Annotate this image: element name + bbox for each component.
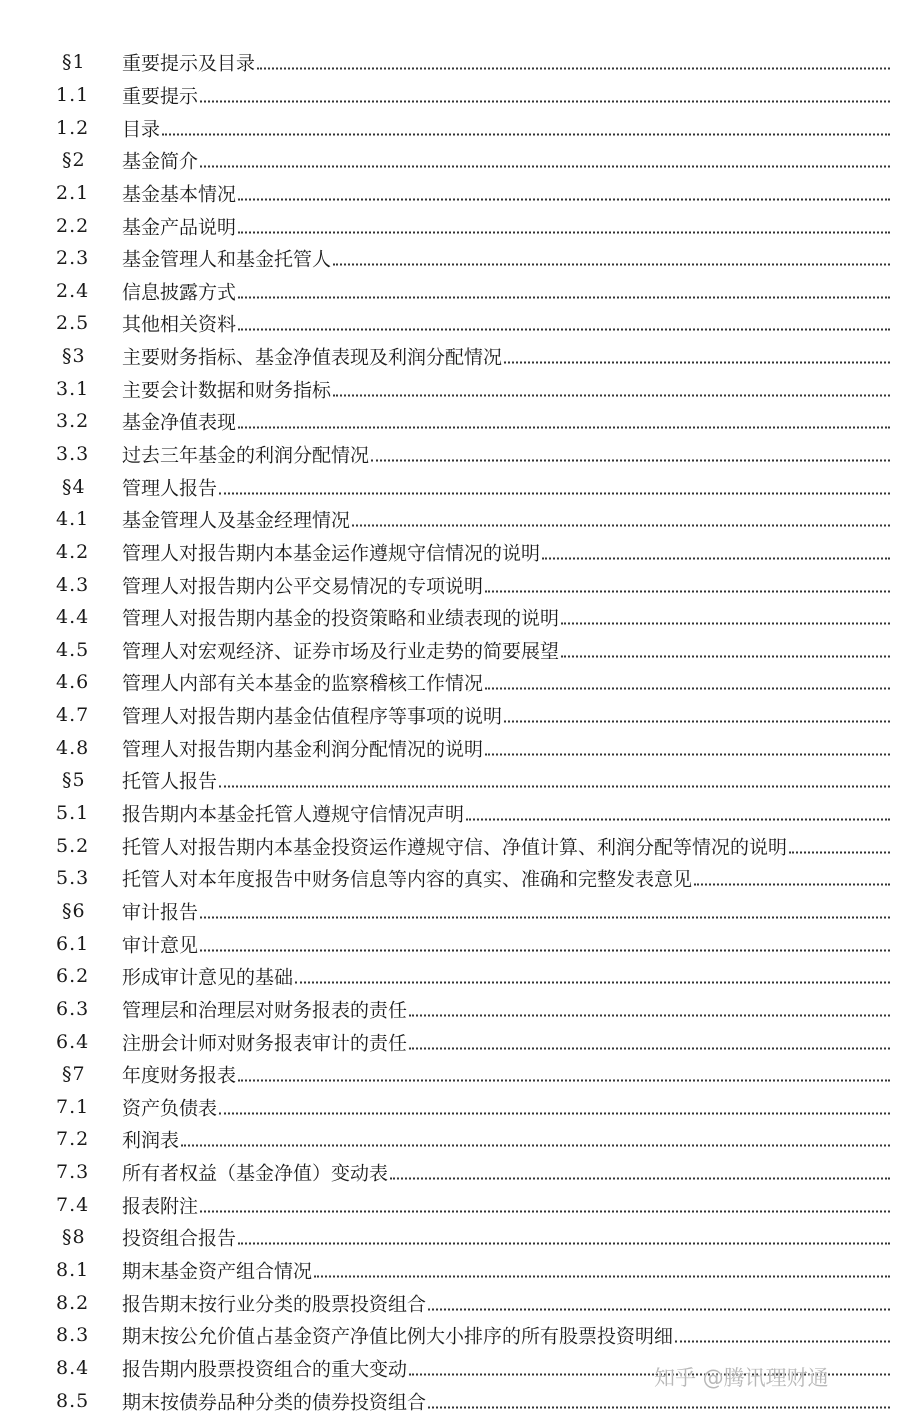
toc-entry-row[interactable] [0, 242, 898, 275]
toc-entry-number: 4.6 [56, 671, 90, 694]
dot-leader [504, 361, 890, 364]
toc-entry-row[interactable] [0, 1254, 898, 1287]
toc-entry-title-text: 管理人报告 [122, 473, 219, 500]
toc-entry-number: §7 [62, 1063, 86, 1086]
toc-entry-row[interactable] [0, 1091, 898, 1124]
dot-leader [200, 1209, 890, 1212]
toc-entry-title-text: 基金简介 [122, 147, 200, 174]
toc-entry-number: 1.2 [56, 116, 90, 139]
dot-leader [238, 230, 890, 233]
dot-leader [238, 328, 890, 331]
toc-entry-title-text: 信息披露方式 [122, 277, 238, 304]
toc-entry-title [122, 1159, 890, 1186]
toc-entry-title [122, 604, 890, 631]
toc-entry-number: §4 [62, 475, 86, 498]
dot-leader [485, 752, 890, 755]
toc-entry-title [122, 277, 890, 304]
dot-leader [238, 1079, 890, 1082]
toc-entry-row[interactable] [0, 1188, 898, 1221]
dot-leader [542, 556, 890, 559]
toc-entry-title-text: 主要会计数据和财务指标 [122, 375, 333, 402]
toc-entry-row[interactable] [0, 536, 898, 569]
toc-entry-number: 6.1 [56, 932, 90, 955]
toc-entry-row[interactable] [0, 503, 898, 536]
toc-entry-title-text: 管理人对报告期内基金估值程序等事项的说明 [122, 702, 504, 729]
dot-leader [162, 132, 890, 135]
toc-entry-title-text: 期末按债券品种分类的债券投资组合 [122, 1387, 428, 1414]
toc-entry-row[interactable] [0, 372, 898, 405]
toc-entry-number: 4.3 [56, 573, 90, 596]
toc-entry-number: 2.3 [56, 247, 90, 270]
toc-entry-number: 4.5 [56, 638, 90, 661]
toc-entry-title [122, 81, 890, 108]
dot-leader [333, 393, 890, 396]
dot-leader [238, 1242, 890, 1245]
toc-entry-number: 3.2 [56, 410, 90, 433]
toc-entry-row[interactable] [0, 307, 898, 340]
toc-entry-title [122, 734, 890, 761]
toc-entry-row[interactable] [0, 960, 898, 993]
toc-entry-number: 4.8 [56, 736, 90, 759]
toc-entry-title-text: 托管人对本年度报告中财务信息等内容的真实、准确和完整发表意见 [122, 865, 694, 892]
toc-section-row[interactable] [0, 470, 898, 503]
toc-entry-title-text: 管理人对报告期内本基金运作遵规守信情况的说明 [122, 538, 542, 565]
toc-entry-number: §6 [62, 899, 86, 922]
toc-entry-number: 3.3 [56, 443, 90, 465]
toc-entry-row[interactable] [0, 1156, 898, 1189]
toc-entry-number: 8.1 [56, 1259, 90, 1282]
watermark: 知乎 @腾讯理财通 [654, 1366, 829, 1390]
toc-entry-title-text: 管理人对报告期内公平交易情况的专项说明 [122, 571, 485, 598]
toc-entry-row[interactable] [0, 568, 898, 601]
dot-leader [789, 850, 890, 853]
toc-entry-title-text: 基金管理人和基金托管人 [122, 245, 333, 272]
toc-entry-title-text: 年度财务报表 [122, 1061, 238, 1088]
toc-entry-row[interactable] [0, 111, 898, 144]
dot-leader [200, 165, 890, 168]
toc-section-row[interactable] [0, 1221, 898, 1254]
toc-entry-title [122, 1093, 890, 1120]
toc-entry-number: 2.4 [56, 279, 90, 302]
toc-entry-number: §8 [62, 1226, 86, 1249]
toc-entry-number: 2.5 [56, 312, 90, 335]
toc-entry-number: 5.2 [56, 834, 90, 857]
toc-entry-number: 5.1 [56, 802, 90, 825]
toc-entry-title-text: 审计报告 [122, 897, 200, 924]
toc-entry-title [122, 1191, 890, 1218]
toc-entry-title-text: 报告期内本基金托管人遵规守信情况声明 [122, 800, 466, 827]
dot-leader [257, 67, 890, 70]
dot-leader [200, 915, 890, 918]
dot-leader [409, 1046, 890, 1049]
toc-entry-title-text: 基金基本情况 [122, 179, 238, 206]
toc-entry-title-text: 形成审计意见的基础 [122, 963, 295, 990]
toc-entry-number: 3.1 [56, 377, 90, 400]
toc-entry-title [122, 179, 890, 206]
toc-entry-row[interactable] [0, 209, 898, 242]
toc-section-row[interactable] [0, 46, 898, 79]
toc-entry-title [122, 506, 890, 533]
toc-entry-title [122, 963, 890, 990]
toc-entry-title [122, 832, 890, 859]
toc-entry-row[interactable] [0, 274, 898, 307]
toc-entry-number: 6.2 [56, 965, 90, 988]
toc-entry-title-text: 重要提示及目录 [122, 49, 257, 76]
toc-entry-title-text: 基金净值表现 [122, 408, 238, 435]
dot-leader [238, 426, 890, 429]
toc-section-row[interactable] [0, 895, 898, 928]
toc-entry-title [122, 343, 890, 370]
dot-leader [371, 459, 890, 462]
dot-leader [333, 263, 890, 266]
toc-entry-title [122, 767, 890, 794]
toc-entry-title [122, 669, 890, 696]
toc-entry-title [122, 571, 890, 598]
toc-entry-title-text: 管理人对报告期内基金利润分配情况的说明 [122, 734, 485, 761]
toc-entry-number: 4.7 [56, 704, 90, 727]
dot-leader [181, 1144, 890, 1147]
toc-entry-title-text: 报告期末按行业分类的股票投资组合 [122, 1289, 428, 1316]
toc-entry-row[interactable] [0, 993, 898, 1026]
toc-section-row[interactable] [0, 144, 898, 177]
toc-entry-row[interactable] [0, 1319, 898, 1352]
toc-entry-title [122, 702, 890, 729]
toc-entry-title [122, 1322, 890, 1349]
toc-entry-number: §3 [62, 345, 86, 368]
dot-leader [352, 524, 890, 527]
toc-entry-number: §1 [62, 51, 86, 74]
dot-leader [219, 785, 890, 788]
toc-entry-title [122, 114, 890, 141]
toc-entry-title [122, 800, 890, 827]
toc-entry-title-text: 资产负债表 [122, 1093, 219, 1120]
toc-entry-row[interactable] [0, 927, 898, 960]
dot-leader [295, 981, 890, 984]
toc-entry-title-text: 管理人对宏观经济、证券市场及行业走势的简要展望 [122, 636, 561, 663]
toc-section-row[interactable] [0, 1058, 898, 1091]
toc-entry-number: §5 [62, 769, 86, 792]
toc-entry-row[interactable] [0, 79, 898, 112]
toc-entry-title [122, 995, 890, 1022]
toc-entry-number: 8.4 [56, 1356, 90, 1379]
dot-leader [466, 818, 890, 821]
toc-entry-number: 8.3 [56, 1324, 90, 1347]
toc-entry-number: 2.2 [56, 214, 90, 237]
toc-entry-number: 4.1 [56, 508, 90, 531]
toc-entry-title-text: 所有者权益（基金净值）变动表 [122, 1159, 390, 1186]
toc-entry-number: 7.2 [56, 1128, 90, 1151]
toc-entry-title [122, 408, 890, 435]
dot-leader [238, 197, 890, 200]
toc-entry-title-text: 利润表 [122, 1126, 181, 1153]
dot-leader [485, 589, 890, 592]
toc-entry-title-text: 过去三年基金的利润分配情况 [122, 441, 371, 468]
toc-entry-title-text: 管理人内部有关本基金的监察稽核工作情况 [122, 669, 485, 696]
toc-entry-title [122, 1257, 890, 1284]
toc-entry-title [122, 212, 890, 239]
dot-leader [485, 687, 890, 690]
toc-entry-title [122, 1289, 890, 1316]
dot-leader [675, 1340, 890, 1343]
toc-entry-number: 7.1 [56, 1095, 90, 1118]
toc-entry-title [122, 49, 890, 76]
dot-leader [428, 1405, 890, 1408]
toc-entry-row[interactable] [0, 699, 898, 732]
toc-entry-title-text: 托管人报告 [122, 767, 219, 794]
toc-entry-number: 1.1 [56, 83, 90, 106]
toc-entry-title [122, 1126, 890, 1153]
dot-leader [694, 883, 890, 886]
toc-entry-title [122, 1061, 890, 1088]
toc-entry-number: 7.3 [56, 1161, 90, 1184]
toc-entry-title [122, 1028, 890, 1055]
toc-entry-title-text: 注册会计师对财务报表审计的责任 [122, 1028, 409, 1055]
toc-entry-number: 8.5 [56, 1389, 90, 1412]
toc-entry-row[interactable] [0, 177, 898, 210]
toc-entry-number: §2 [62, 149, 86, 172]
toc-entry-title [122, 310, 890, 337]
toc-entry-title [122, 930, 890, 957]
toc-entry-title [122, 538, 890, 565]
toc-entry-title-text: 管理层和治理层对财务报表的责任 [122, 995, 409, 1022]
dot-leader [561, 622, 890, 625]
toc-entry-title-text: 期末基金资产组合情况 [122, 1257, 314, 1284]
toc-entry-number: 8.2 [56, 1291, 90, 1314]
toc-entry-number: 6.4 [56, 1030, 90, 1053]
dot-leader [390, 1177, 890, 1180]
dot-leader [219, 491, 890, 494]
toc-entry-title-text: 基金管理人及基金经理情况 [122, 506, 352, 533]
dot-leader [561, 654, 890, 657]
toc-entry-title-text: 管理人对报告期内基金的投资策略和业绩表现的说明 [122, 604, 561, 631]
toc-entry-title-text: 重要提示 [122, 81, 200, 108]
toc-entry-title [122, 245, 890, 272]
toc-entry-title [122, 636, 890, 663]
toc-entry-title-text: 目录 [122, 114, 162, 141]
table-of-contents [0, 46, 898, 1417]
dot-leader [428, 1307, 890, 1310]
toc-entry-number: 6.3 [56, 997, 90, 1020]
toc-entry-row[interactable] [0, 1286, 898, 1319]
dot-leader [200, 948, 890, 951]
toc-entry-title [122, 897, 890, 924]
toc-entry-row[interactable] [0, 666, 898, 699]
dot-leader [200, 99, 890, 102]
toc-entry-title-text: 其他相关资料 [122, 310, 238, 337]
toc-entry-title-text: 基金产品说明 [122, 212, 238, 239]
toc-entry-title-text: 审计意见 [122, 930, 200, 957]
toc-entry-row[interactable] [0, 862, 898, 895]
toc-entry-title-text: 报告期内股票投资组合的重大变动 [122, 1354, 409, 1381]
toc-entry-title-text: 投资组合报告 [122, 1224, 238, 1251]
toc-entry-row[interactable] [0, 405, 898, 438]
toc-entry-title [122, 441, 890, 468]
toc-section-row[interactable] [0, 340, 898, 373]
toc-entry-row[interactable] [0, 601, 898, 634]
toc-entry-number: 5.3 [56, 867, 90, 890]
toc-entry-title [122, 375, 890, 402]
toc-entry-number: 4.4 [56, 606, 90, 629]
dot-leader [314, 1275, 890, 1278]
dot-leader [409, 1013, 890, 1016]
toc-section-row[interactable] [0, 764, 898, 797]
toc-entry-title [122, 1224, 890, 1251]
toc-entry-row[interactable] [0, 731, 898, 764]
toc-entry-row[interactable] [0, 829, 898, 862]
toc-entry-title [122, 147, 890, 174]
dot-leader [238, 295, 890, 298]
toc-entry-row[interactable] [0, 1123, 898, 1156]
toc-entry-row[interactable] [0, 438, 898, 471]
toc-entry-number: 7.4 [56, 1193, 90, 1216]
dot-leader [219, 1111, 890, 1114]
toc-entry-row[interactable] [0, 1025, 898, 1058]
toc-entry-title [122, 865, 890, 892]
toc-entry-title [122, 473, 890, 500]
toc-entry-number: 2.1 [56, 181, 90, 204]
toc-entry-title-text: 托管人对报告期内本基金投资运作遵规守信、净值计算、利润分配等情况的说明 [122, 832, 789, 859]
toc-entry-number: 4.2 [56, 540, 90, 563]
toc-entry-title-text: 期末按公允价值占基金资产净值比例大小排序的所有股票投资明细 [122, 1322, 675, 1349]
toc-entry-row[interactable] [0, 797, 898, 830]
toc-entry-title-text: 报表附注 [122, 1191, 200, 1218]
toc-entry-row[interactable] [0, 634, 898, 667]
dot-leader [504, 720, 890, 723]
toc-entry-title-text: 主要财务指标、基金净值表现及利润分配情况 [122, 343, 504, 370]
